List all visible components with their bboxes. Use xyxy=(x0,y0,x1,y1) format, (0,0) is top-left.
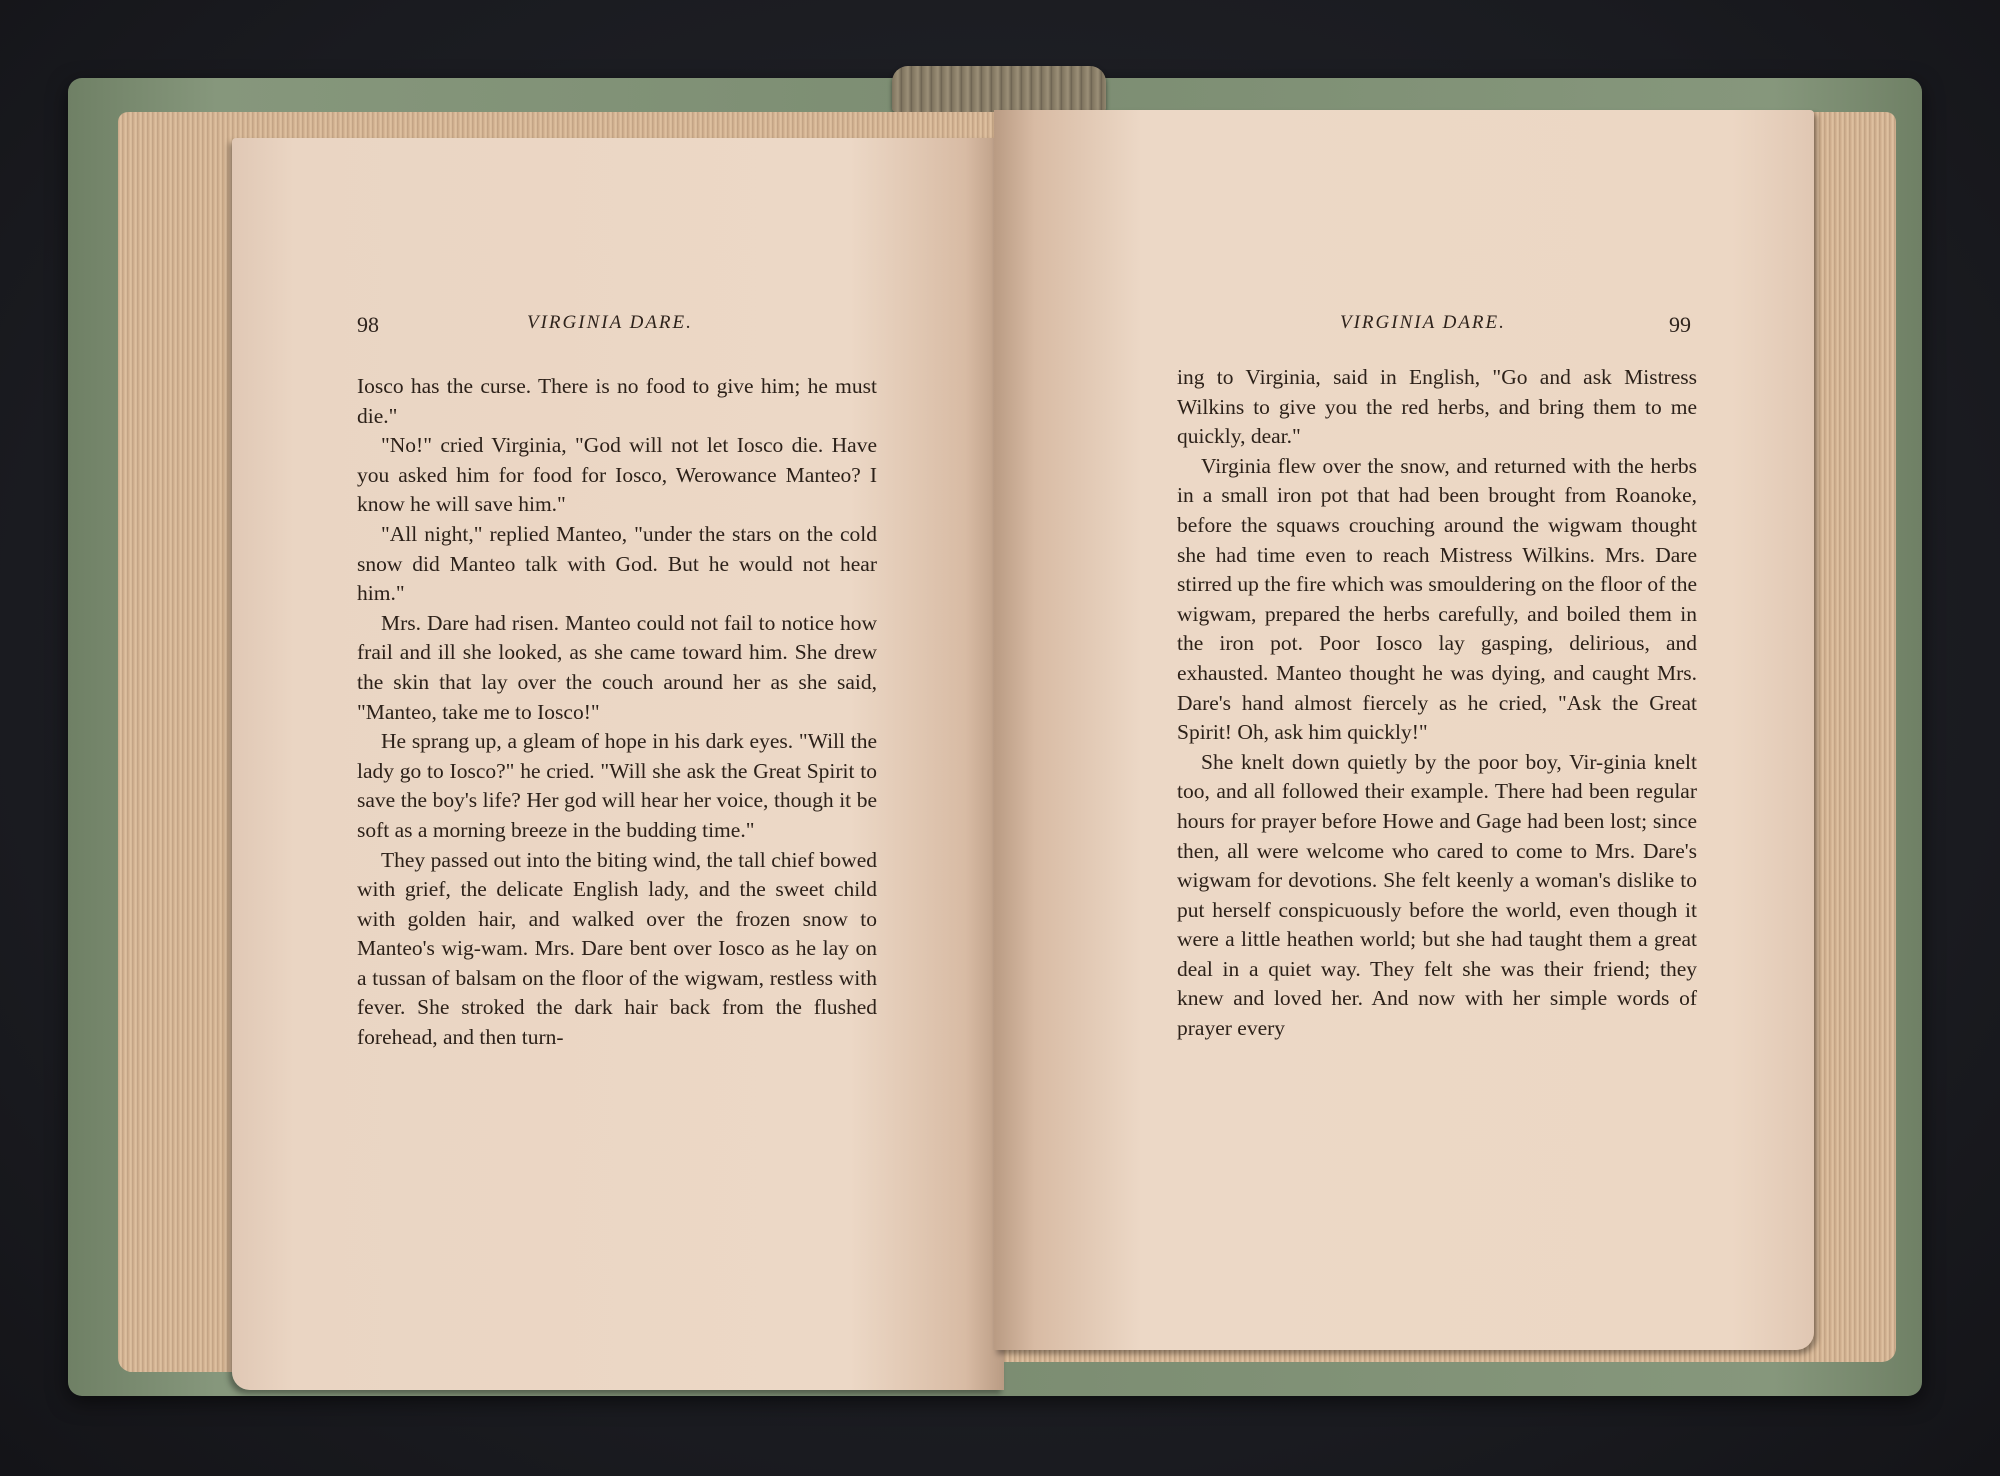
paragraph: Mrs. Dare had risen. Manteo could not fail to notice how frail and ill she looked, as she came toward him. She drew the skin that lay over the couch around her as she said, "Manteo, take me to Iosco!" xyxy=(357,610,877,724)
paragraph: She knelt down quietly by the poor boy, Vir-ginia knelt too, and all followed their example. There had been regular hours for prayer before Howe and Gage had been lost; since then, all were welcome who cared to come to Mrs. Dare's wigwam for devotions. She felt keenly a woman's dislike to put herself conspicuously before the world, even though it were a little heathen world; but she had taught them a great deal in a quiet way. They felt she was their friend; they knew and loved her. And now with her simple words of prayer every xyxy=(1177,749,1697,1041)
paragraph: ing to Virginia, said in English, "Go and ask Mistress Wilkins to give you the red herbs, and bring them to me quickly, dear." xyxy=(1177,365,1697,449)
book-spine xyxy=(892,66,1106,112)
page-number: 98 xyxy=(357,312,379,337)
paragraph: Iosco has the curse. There is no food to give him; he must die." xyxy=(357,374,877,428)
page-number: 99 xyxy=(1669,312,1691,337)
paragraph: Virginia flew over the snow, and returned with the herbs in a small iron pot that had been brought from Roanoke, before the squaws crouching around the wigwam thought she had time even to reach Mistress Wilkins. Mrs. Dare stirred up the fire which was smouldering on the floor of the wigwam, prepared the herbs carefully, and boiled them in the iron pot. Poor Iosco lay gasping, delirious, and exhausted. Manteo thought he was dying, and caught Mrs. Dare's hand almost fiercely as he cried, "Ask the Great Spirit! Oh, ask him quickly!" xyxy=(1177,453,1697,745)
left-page-header xyxy=(357,312,717,342)
paragraph: They passed out into the biting wind, the tall chief bowed with grief, the delicate English lady, and the sweet child with golden hair, and walked over the frozen snow to Manteo's wig-wam. Mrs. Dare bent over Iosco as he lay on a tussan of balsam on the floor of the wigwam, restless with fever. She stroked the dark hair back from the flushed forehead, and then turn- xyxy=(357,847,877,1050)
paragraph: He sprang up, a gleam of hope in his dark eyes. "Will the lady go to Iosco?" he cried. "Will she ask the Great Spirit to save the boy's life? Her god will hear her voice, though it be soft as a morning breeze in the budding time." xyxy=(357,729,877,842)
right-page-body xyxy=(1177,363,1697,1044)
running-head: VIRGINIA DARE. xyxy=(527,312,693,333)
right-page-header xyxy=(1340,312,1700,342)
running-head: VIRGINIA DARE. xyxy=(1340,312,1506,333)
paragraph: "No!" cried Virginia, "God will not let Iosco die. Have you asked him for food for Iosco, Werowance Manteo? I know he will save him." xyxy=(357,433,877,517)
paragraph: "All night," replied Manteo, "under the stars on the cold snow did Manteo talk with God. But he would not hear him." xyxy=(357,521,877,606)
left-page-body xyxy=(357,372,877,1053)
